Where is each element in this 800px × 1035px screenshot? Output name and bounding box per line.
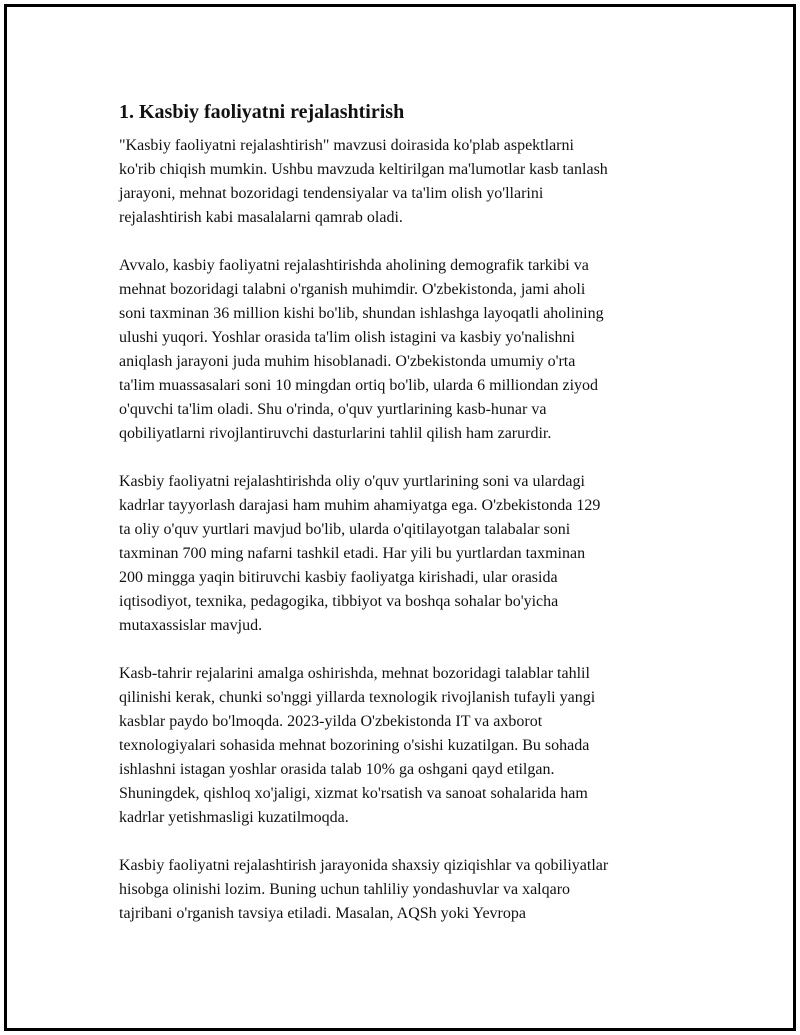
text-line: 200 mingga yaqin bitiruvchi kasbiy faoliyatga kirishadi, ular orasida — [119, 569, 558, 586]
text-line: mutaxassislar mavjud. — [119, 617, 263, 634]
text-line: aniqlash jarayoni juda muhim hisoblanadi. O'zbekistonda umumiy o'rta — [119, 353, 576, 370]
text-line: "Kasbiy faoliyatni rejalashtirish" mavzusi doirasida ko'plab aspektlarni — [119, 137, 574, 154]
paragraph-1 — [119, 134, 699, 230]
paragraph-4 — [119, 662, 699, 830]
text-line: kadrlar yetishmasligi kuzatilmoqda. — [119, 809, 349, 826]
text-line: texnologiyalari sohasida mehnat bozorining o'sishi kuzatilgan. Bu sohada — [119, 737, 590, 754]
text-line: ulushi yuqori. Yoshlar orasida ta'lim olish istagini va kasbiy yo'nalishni — [119, 329, 575, 346]
text-line: ta oliy o'quv yurtlari mavjud bo'lib, ularda o'qitilayotgan talabalar soni — [119, 521, 571, 538]
text-line: Kasbiy faoliyatni rejalashtirish jarayonida shaxsiy qiziqishlar va qobiliyatlar — [119, 857, 609, 874]
text-line: iqtisodiyot, texnika, pedagogika, tibbiyot va boshqa sohalar bo'yicha — [119, 593, 559, 610]
text-line: Kasbiy faoliyatni rejalashtirishda oliy o'quv yurtlarining soni va ulardagi — [119, 473, 585, 490]
text-line: rejalashtirish kabi masalalarni qamrab oladi. — [119, 209, 403, 226]
text-line: mehnat bozoridagi talabni o'rganish muhimdir. O'zbekistonda, jami aholi — [119, 281, 586, 298]
text-line: Avvalo, kasbiy faoliyatni rejalashtirishda aholining demografik tarkibi va — [119, 257, 589, 274]
text-line: ko'rib chiqish mumkin. Ushbu mavzuda keltirilgan ma'lumotlar kasb tanlash — [119, 161, 608, 178]
paragraph-3 — [119, 470, 699, 638]
text-line: kasblar paydo bo'lmoqda. 2023-yilda O'zbekistonda IT va axborot — [119, 713, 543, 730]
text-line: Shuningdek, qishloq xo'jaligi, xizmat ko'rsatish va sanoat sohalarida ham — [119, 785, 588, 802]
text-line: jarayoni, mehnat bozoridagi tendensiyalar va ta'lim olish yo'llarini — [119, 185, 544, 202]
document-body — [119, 99, 699, 926]
text-line: qilinishi kerak, chunki so'nggi yillarda texnologik rivojlanish tufayli yangi — [119, 689, 596, 706]
text-line: taxminan 700 ming nafarni tashkil etadi. Har yili bu yurtlardan taxminan — [119, 545, 586, 562]
text-line: Kasb-tahrir rejalarini amalga oshirishda, mehnat bozoridagi talablar tahlil — [119, 665, 590, 682]
text-line: hisobga olinishi lozim. Buning uchun tahliliy yondashuvlar va xalqaro — [119, 881, 571, 898]
text-line: ishlashni istagan yoshlar orasida talab 10% ga oshgani qayd etilgan. — [119, 761, 555, 778]
text-line: qobiliyatlarni rivojlantiruvchi dasturlarini tahlil qilish ham zarurdir. — [119, 425, 552, 442]
page-frame — [4, 4, 796, 1031]
text-line: ta'lim muassasalari soni 10 mingdan ortiq bo'lib, ularda 6 milliondan ziyod — [119, 377, 599, 394]
text-line: o'quvchi ta'lim oladi. Shu o'rinda, o'quv yurtlarining kasb-hunar va — [119, 401, 547, 418]
text-line: soni taxminan 36 million kishi bo'lib, shundan ishlashga layoqatli aholining — [119, 305, 604, 322]
text-line: tajribani o'rganish tavsiya etiladi. Masalan, AQSh yoki Yevropa — [119, 905, 526, 922]
paragraph-5 — [119, 854, 699, 926]
text-line: kadrlar tayyorlash darajasi ham muhim ahamiyatga ega. O'zbekistonda 129 — [119, 497, 601, 514]
paragraph-2 — [119, 254, 699, 446]
section-heading: 1. Kasbiy faoliyatni rejalashtirish — [119, 101, 405, 123]
